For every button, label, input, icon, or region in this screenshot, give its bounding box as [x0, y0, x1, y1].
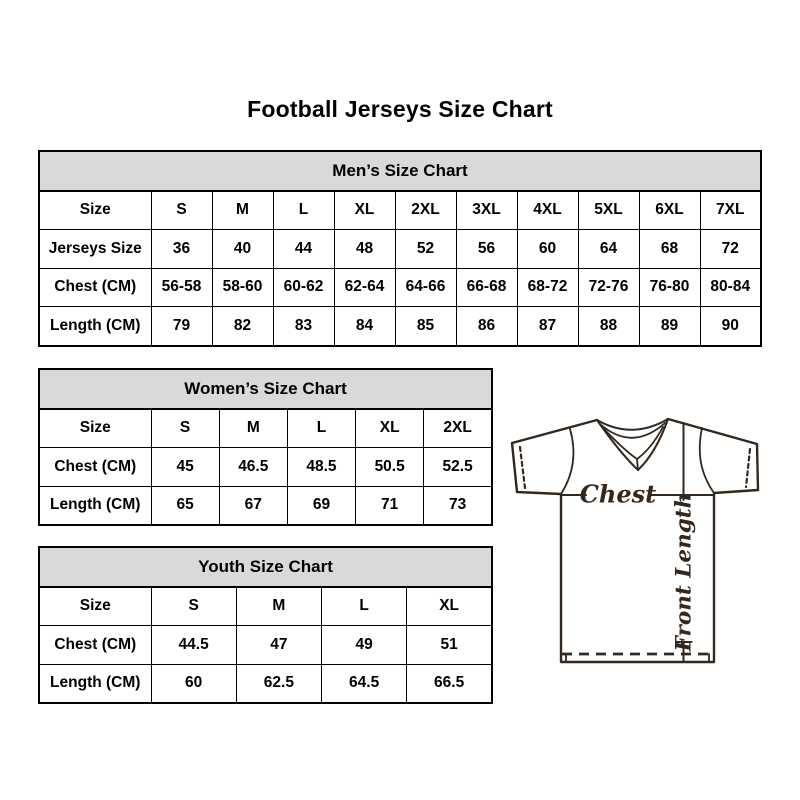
value-cell: M [212, 191, 273, 230]
chest-label: Chest [579, 479, 657, 509]
row-label-cell: Size [39, 409, 151, 448]
value-cell: 65 [151, 486, 219, 525]
value-cell: 76-80 [639, 268, 700, 307]
row-label-cell: Jerseys Size [39, 230, 151, 269]
row-label-cell: Length (CM) [39, 486, 151, 525]
table-row [39, 587, 492, 626]
value-cell: 36 [151, 230, 212, 269]
value-cell: 68-72 [517, 268, 578, 307]
value-cell: 6XL [639, 191, 700, 230]
value-cell: 69 [287, 486, 355, 525]
value-cell: M [219, 409, 287, 448]
value-cell: 40 [212, 230, 273, 269]
value-cell: L [322, 587, 407, 626]
value-cell: 52.5 [424, 448, 492, 487]
value-cell: 86 [456, 307, 517, 346]
value-cell: M [236, 587, 321, 626]
value-cell: L [273, 191, 334, 230]
value-cell: 60-62 [273, 268, 334, 307]
table-row [39, 626, 492, 665]
table-row [39, 230, 761, 269]
value-cell: S [151, 587, 236, 626]
left-cuff-stitch-line [520, 447, 525, 488]
mens-table-title: Men’s Size Chart [39, 151, 761, 191]
value-cell: 7XL [700, 191, 761, 230]
value-cell: 72-76 [578, 268, 639, 307]
row-label-cell: Size [39, 191, 151, 230]
value-cell: 62-64 [334, 268, 395, 307]
collar-seam-notch [637, 459, 638, 470]
left-armhole-seam [561, 429, 573, 494]
row-label-cell: Length (CM) [39, 664, 151, 703]
table-row [39, 448, 492, 487]
front-length-label: Front Length [671, 492, 697, 652]
page-title: Football Jerseys Size Chart [247, 96, 553, 122]
table-row [39, 307, 761, 346]
mens-size-table [38, 150, 762, 347]
value-cell: 44 [273, 230, 334, 269]
value-cell: 50.5 [356, 448, 424, 487]
value-cell: 68 [639, 230, 700, 269]
value-cell: XL [407, 587, 492, 626]
youth-size-table [38, 546, 493, 704]
table-row [39, 191, 761, 230]
value-cell: S [151, 191, 212, 230]
right-cuff-stitch-line [746, 449, 750, 487]
value-cell: 48.5 [287, 448, 355, 487]
value-cell: L [287, 409, 355, 448]
value-cell: XL [356, 409, 424, 448]
value-cell: 49 [322, 626, 407, 665]
value-cell: 82 [212, 307, 273, 346]
row-label-cell: Length (CM) [39, 307, 151, 346]
value-cell: 56-58 [151, 268, 212, 307]
value-cell: 47 [236, 626, 321, 665]
value-cell: 71 [356, 486, 424, 525]
value-cell: 87 [517, 307, 578, 346]
value-cell: 90 [700, 307, 761, 346]
table-caption-row [39, 151, 761, 191]
value-cell: 4XL [517, 191, 578, 230]
value-cell: 44.5 [151, 626, 236, 665]
value-cell: 48 [334, 230, 395, 269]
value-cell: 83 [273, 307, 334, 346]
jersey-measurement-diagram [503, 398, 769, 672]
value-cell: 58-60 [212, 268, 273, 307]
value-cell: 84 [334, 307, 395, 346]
value-cell: 60 [151, 664, 236, 703]
value-cell: S [151, 409, 219, 448]
value-cell: 64.5 [322, 664, 407, 703]
value-cell: XL [334, 191, 395, 230]
value-cell: 5XL [578, 191, 639, 230]
jersey-outline [512, 419, 758, 662]
collar-outer-v [597, 419, 668, 470]
value-cell: 72 [700, 230, 761, 269]
row-label-cell: Chest (CM) [39, 448, 151, 487]
right-armhole-seam [700, 428, 714, 493]
value-cell: 73 [424, 486, 492, 525]
youth-table-title: Youth Size Chart [39, 547, 492, 587]
value-cell: 66-68 [456, 268, 517, 307]
value-cell: 2XL [424, 409, 492, 448]
value-cell: 80-84 [700, 268, 761, 307]
value-cell: 51 [407, 626, 492, 665]
value-cell: 3XL [456, 191, 517, 230]
value-cell: 45 [151, 448, 219, 487]
value-cell: 56 [456, 230, 517, 269]
value-cell: 60 [517, 230, 578, 269]
value-cell: 2XL [395, 191, 456, 230]
value-cell: 66.5 [407, 664, 492, 703]
value-cell: 67 [219, 486, 287, 525]
value-cell: 64 [578, 230, 639, 269]
row-label-cell: Chest (CM) [39, 626, 151, 665]
table-row [39, 486, 492, 525]
value-cell: 88 [578, 307, 639, 346]
row-label-cell: Chest (CM) [39, 268, 151, 307]
table-caption-row [39, 547, 492, 587]
front-length-measure-line [672, 423, 697, 662]
table-row [39, 268, 761, 307]
womens-size-table [38, 368, 493, 526]
value-cell: 64-66 [395, 268, 456, 307]
value-cell: 52 [395, 230, 456, 269]
value-cell: 62.5 [236, 664, 321, 703]
row-label-cell: Size [39, 587, 151, 626]
table-row [39, 409, 492, 448]
value-cell: 89 [639, 307, 700, 346]
table-caption-row [39, 369, 492, 409]
womens-table-title: Women’s Size Chart [39, 369, 492, 409]
v-neck-collar [597, 419, 668, 470]
value-cell: 85 [395, 307, 456, 346]
value-cell: 46.5 [219, 448, 287, 487]
value-cell: 79 [151, 307, 212, 346]
table-row [39, 664, 492, 703]
